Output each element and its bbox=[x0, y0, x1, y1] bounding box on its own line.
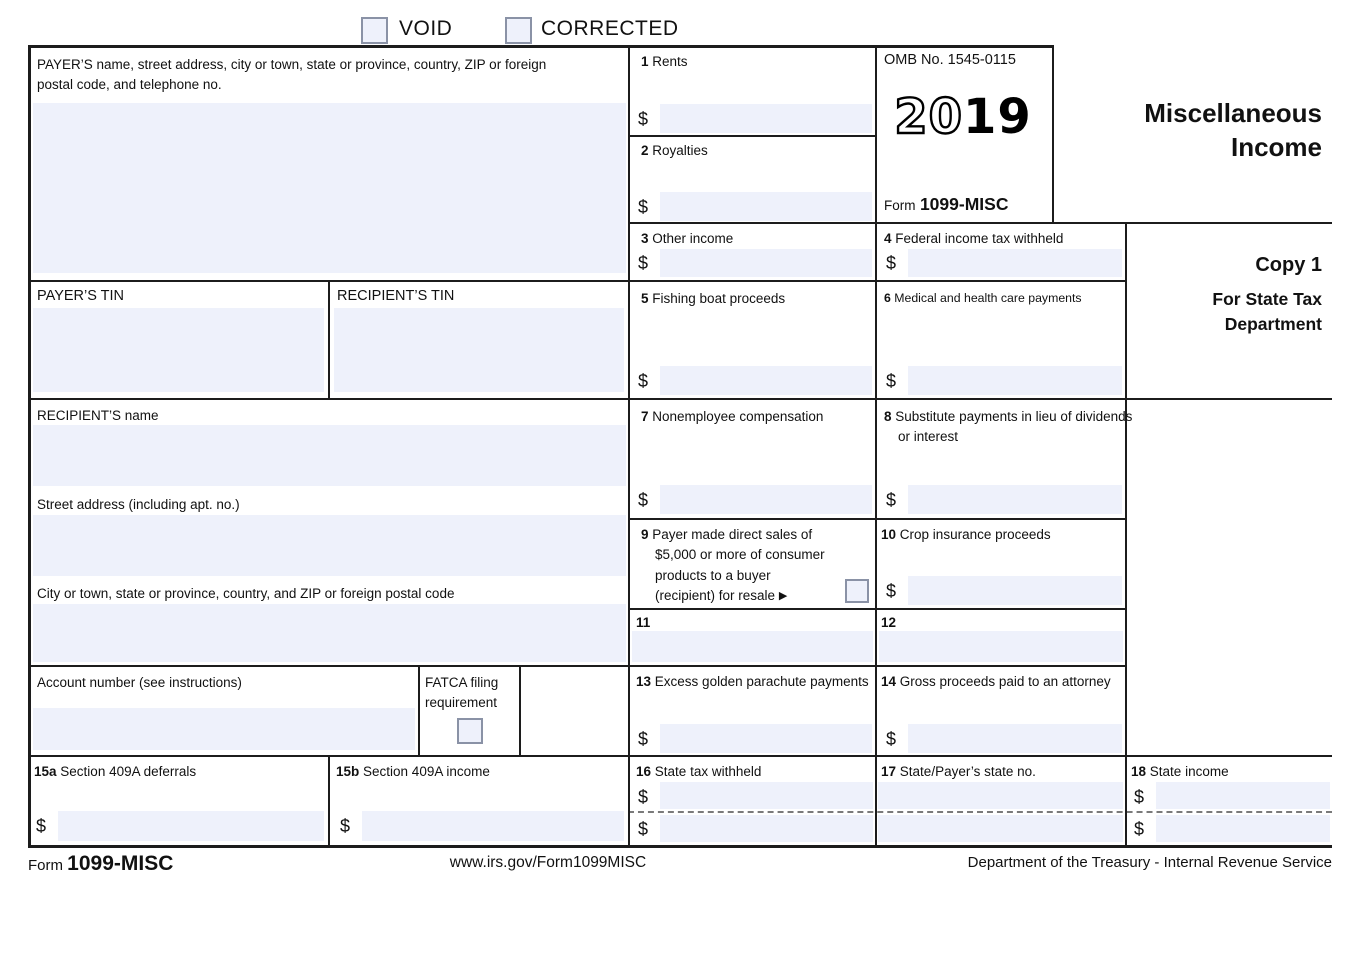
payer-tin-input[interactable] bbox=[33, 308, 324, 392]
box14-label: 14 Gross proceeds paid to an attorney bbox=[881, 674, 1111, 689]
box7-number: 7 bbox=[641, 409, 649, 424]
grid-line bbox=[628, 222, 1332, 224]
box3-amount-input[interactable] bbox=[660, 249, 872, 277]
svg-text:2019: 2019 bbox=[894, 89, 1032, 144]
payer-info-input[interactable] bbox=[33, 103, 626, 273]
form-title: Miscellaneous Income bbox=[1144, 98, 1322, 163]
box18-label: 18 State income bbox=[1131, 764, 1229, 779]
box3-currency-symbol: $ bbox=[638, 253, 649, 273]
tax-year bbox=[881, 86, 1045, 144]
box16-label: 16 State tax withheld bbox=[636, 764, 762, 779]
copy-recipient: For State Tax Department bbox=[1212, 289, 1322, 334]
void-checkbox[interactable] bbox=[361, 17, 388, 44]
box16-amount-input-row2[interactable] bbox=[660, 815, 873, 842]
box2-number: 2 bbox=[641, 143, 649, 158]
box9-number: 9 bbox=[641, 527, 649, 542]
box12-label bbox=[881, 613, 896, 633]
grid-line bbox=[28, 45, 1052, 48]
grid-line bbox=[628, 608, 1127, 610]
grid-line bbox=[28, 45, 31, 845]
account-number-label: Account number (see instructions) bbox=[37, 675, 242, 690]
grid-line bbox=[628, 45, 630, 845]
box13-currency-symbol: $ bbox=[638, 729, 649, 749]
box17-number: 17 bbox=[881, 764, 897, 779]
grid-line bbox=[328, 280, 330, 400]
recipient-name-label: RECIPIENT’S name bbox=[37, 408, 159, 423]
resale-arrow-icon: ▶ bbox=[778, 589, 788, 602]
box18-currency-symbol-row2: $ bbox=[1134, 819, 1145, 839]
box16-amount-input-row1[interactable] bbox=[660, 782, 873, 809]
box4-currency-symbol: $ bbox=[886, 253, 897, 273]
box18-amount-input-row1[interactable] bbox=[1156, 782, 1330, 809]
box18-amount-input-row2[interactable] bbox=[1156, 815, 1330, 842]
omb-number: OMB No. 1545-0115 bbox=[884, 52, 1016, 68]
box16-currency-symbol-row1: $ bbox=[638, 787, 649, 807]
box5-number: 5 bbox=[641, 291, 649, 306]
corrected-label: CORRECTED bbox=[541, 17, 679, 40]
state-row-dashed-divider bbox=[628, 811, 1332, 813]
fatca-label: FATCA filing requirement bbox=[425, 675, 499, 710]
box15a-amount-input[interactable] bbox=[58, 811, 324, 841]
footer-website[interactable]: www.irs.gov/Form1099MISC bbox=[449, 854, 647, 871]
grid-line bbox=[328, 755, 330, 845]
box6-currency-symbol: $ bbox=[886, 371, 897, 391]
box15b-currency-symbol: $ bbox=[340, 816, 351, 836]
box12-input[interactable] bbox=[879, 631, 1123, 662]
fatca-checkbox[interactable] bbox=[457, 718, 483, 744]
box2-amount-input[interactable] bbox=[660, 192, 872, 221]
box2-label: 2 Royalties bbox=[641, 143, 708, 158]
box16-currency-symbol-row2: $ bbox=[638, 819, 649, 839]
box6-number: 6 bbox=[884, 291, 891, 305]
grid-line bbox=[418, 665, 420, 755]
box11-label bbox=[636, 613, 650, 633]
box8-amount-input[interactable] bbox=[908, 485, 1122, 514]
box8-label: 8 Substitute payments in lieu of dividends or interest bbox=[884, 409, 1133, 444]
box2-currency-symbol: $ bbox=[638, 197, 649, 217]
box17-input-row1[interactable] bbox=[878, 782, 1123, 809]
box18-number: 18 bbox=[1131, 764, 1147, 779]
box14-amount-input[interactable] bbox=[908, 724, 1122, 753]
grid-line bbox=[1052, 45, 1054, 224]
grid-line bbox=[28, 398, 1332, 400]
box6-label: 6 Medical and health care payments bbox=[884, 291, 1082, 305]
street-address-input[interactable] bbox=[33, 515, 626, 576]
box16-number: 16 bbox=[636, 764, 652, 779]
box15a-number: 15a bbox=[34, 764, 57, 779]
box13-number: 13 bbox=[636, 674, 652, 689]
city-input[interactable] bbox=[33, 604, 626, 662]
box15b-label: 15b Section 409A income bbox=[336, 764, 490, 779]
grid-line bbox=[28, 755, 1332, 757]
box7-currency-symbol: $ bbox=[638, 490, 649, 510]
grid-line bbox=[875, 45, 877, 845]
box10-number: 10 bbox=[881, 527, 897, 542]
box1-label: 1 Rents bbox=[641, 54, 688, 69]
box8-number: 8 bbox=[884, 409, 892, 424]
void-label: VOID bbox=[399, 17, 453, 40]
box3-number: 3 bbox=[641, 231, 649, 246]
box13-label: 13 Excess golden parachute payments bbox=[636, 674, 869, 689]
box11-number: 11 bbox=[636, 615, 651, 630]
box8-currency-symbol: $ bbox=[886, 490, 897, 510]
box10-label: 10 Crop insurance proceeds bbox=[881, 527, 1051, 542]
box10-amount-input[interactable] bbox=[908, 576, 1122, 605]
footer-agency: Department of the Treasury - Internal Revenue Service bbox=[967, 854, 1332, 871]
box9-label: 9 Payer made direct sales of $5,000 or more of consumer products to a buyer (recipient) for resale ▶ bbox=[641, 527, 825, 603]
box15a-currency-symbol: $ bbox=[36, 816, 47, 836]
street-address-label: Street address (including apt. no.) bbox=[37, 497, 240, 512]
box1-amount-input[interactable] bbox=[660, 104, 872, 133]
box6-amount-input[interactable] bbox=[908, 366, 1122, 395]
recipient-tin-input[interactable] bbox=[334, 308, 624, 392]
grid-line bbox=[28, 280, 1127, 282]
box17-label: 17 State/Payer’s state no. bbox=[881, 764, 1036, 779]
box17-input-row2[interactable] bbox=[878, 815, 1123, 842]
grid-line bbox=[28, 845, 1332, 848]
box1-number: 1 bbox=[641, 54, 649, 69]
corrected-checkbox[interactable] bbox=[505, 17, 532, 44]
recipient-name-input[interactable] bbox=[33, 425, 626, 486]
box4-number: 4 bbox=[884, 231, 892, 246]
box14-number: 14 bbox=[881, 674, 897, 689]
grid-line bbox=[519, 665, 521, 755]
account-number-input[interactable] bbox=[33, 708, 415, 750]
box15b-amount-input[interactable] bbox=[362, 811, 624, 841]
box7-label: 7 Nonemployee compensation bbox=[641, 409, 824, 424]
footer-form-number: Form 1099-MISC bbox=[28, 852, 174, 875]
city-label: City or town, state or province, country, and ZIP or foreign postal code bbox=[37, 586, 455, 601]
grid-line bbox=[628, 518, 1127, 520]
box10-currency-symbol: $ bbox=[886, 581, 897, 601]
box5-currency-symbol: $ bbox=[638, 371, 649, 391]
box3-label: 3 Other income bbox=[641, 231, 734, 246]
box4-amount-input[interactable] bbox=[908, 249, 1122, 277]
form-number-header: Form 1099-MISC bbox=[884, 194, 1009, 214]
recipient-tin-label: RECIPIENT’S TIN bbox=[337, 288, 455, 304]
box14-currency-symbol: $ bbox=[886, 729, 897, 749]
box11-input[interactable] bbox=[632, 631, 873, 662]
box12-number: 12 bbox=[881, 615, 897, 630]
box13-amount-input[interactable] bbox=[660, 724, 872, 753]
box9-direct-sales-checkbox[interactable] bbox=[845, 579, 869, 603]
box15b-number: 15b bbox=[336, 764, 360, 779]
box15a-label: 15a Section 409A deferrals bbox=[34, 764, 197, 779]
payer-tin-label: PAYER’S TIN bbox=[37, 288, 125, 304]
box1-currency-symbol: $ bbox=[638, 109, 649, 129]
box18-currency-symbol-row1: $ bbox=[1134, 787, 1145, 807]
box4-label: 4 Federal income tax withheld bbox=[884, 231, 1064, 246]
payer-info-label: PAYER’S name, street address, city or town, state or province, country, ZIP or foreign postal code, and telephone no. bbox=[37, 57, 547, 92]
box5-label: 5 Fishing boat proceeds bbox=[641, 291, 786, 306]
copy-designation: Copy 1 bbox=[1255, 254, 1322, 276]
box5-amount-input[interactable] bbox=[660, 366, 872, 395]
grid-line bbox=[628, 135, 877, 137]
box7-amount-input[interactable] bbox=[660, 485, 872, 514]
grid-line bbox=[28, 665, 1127, 667]
